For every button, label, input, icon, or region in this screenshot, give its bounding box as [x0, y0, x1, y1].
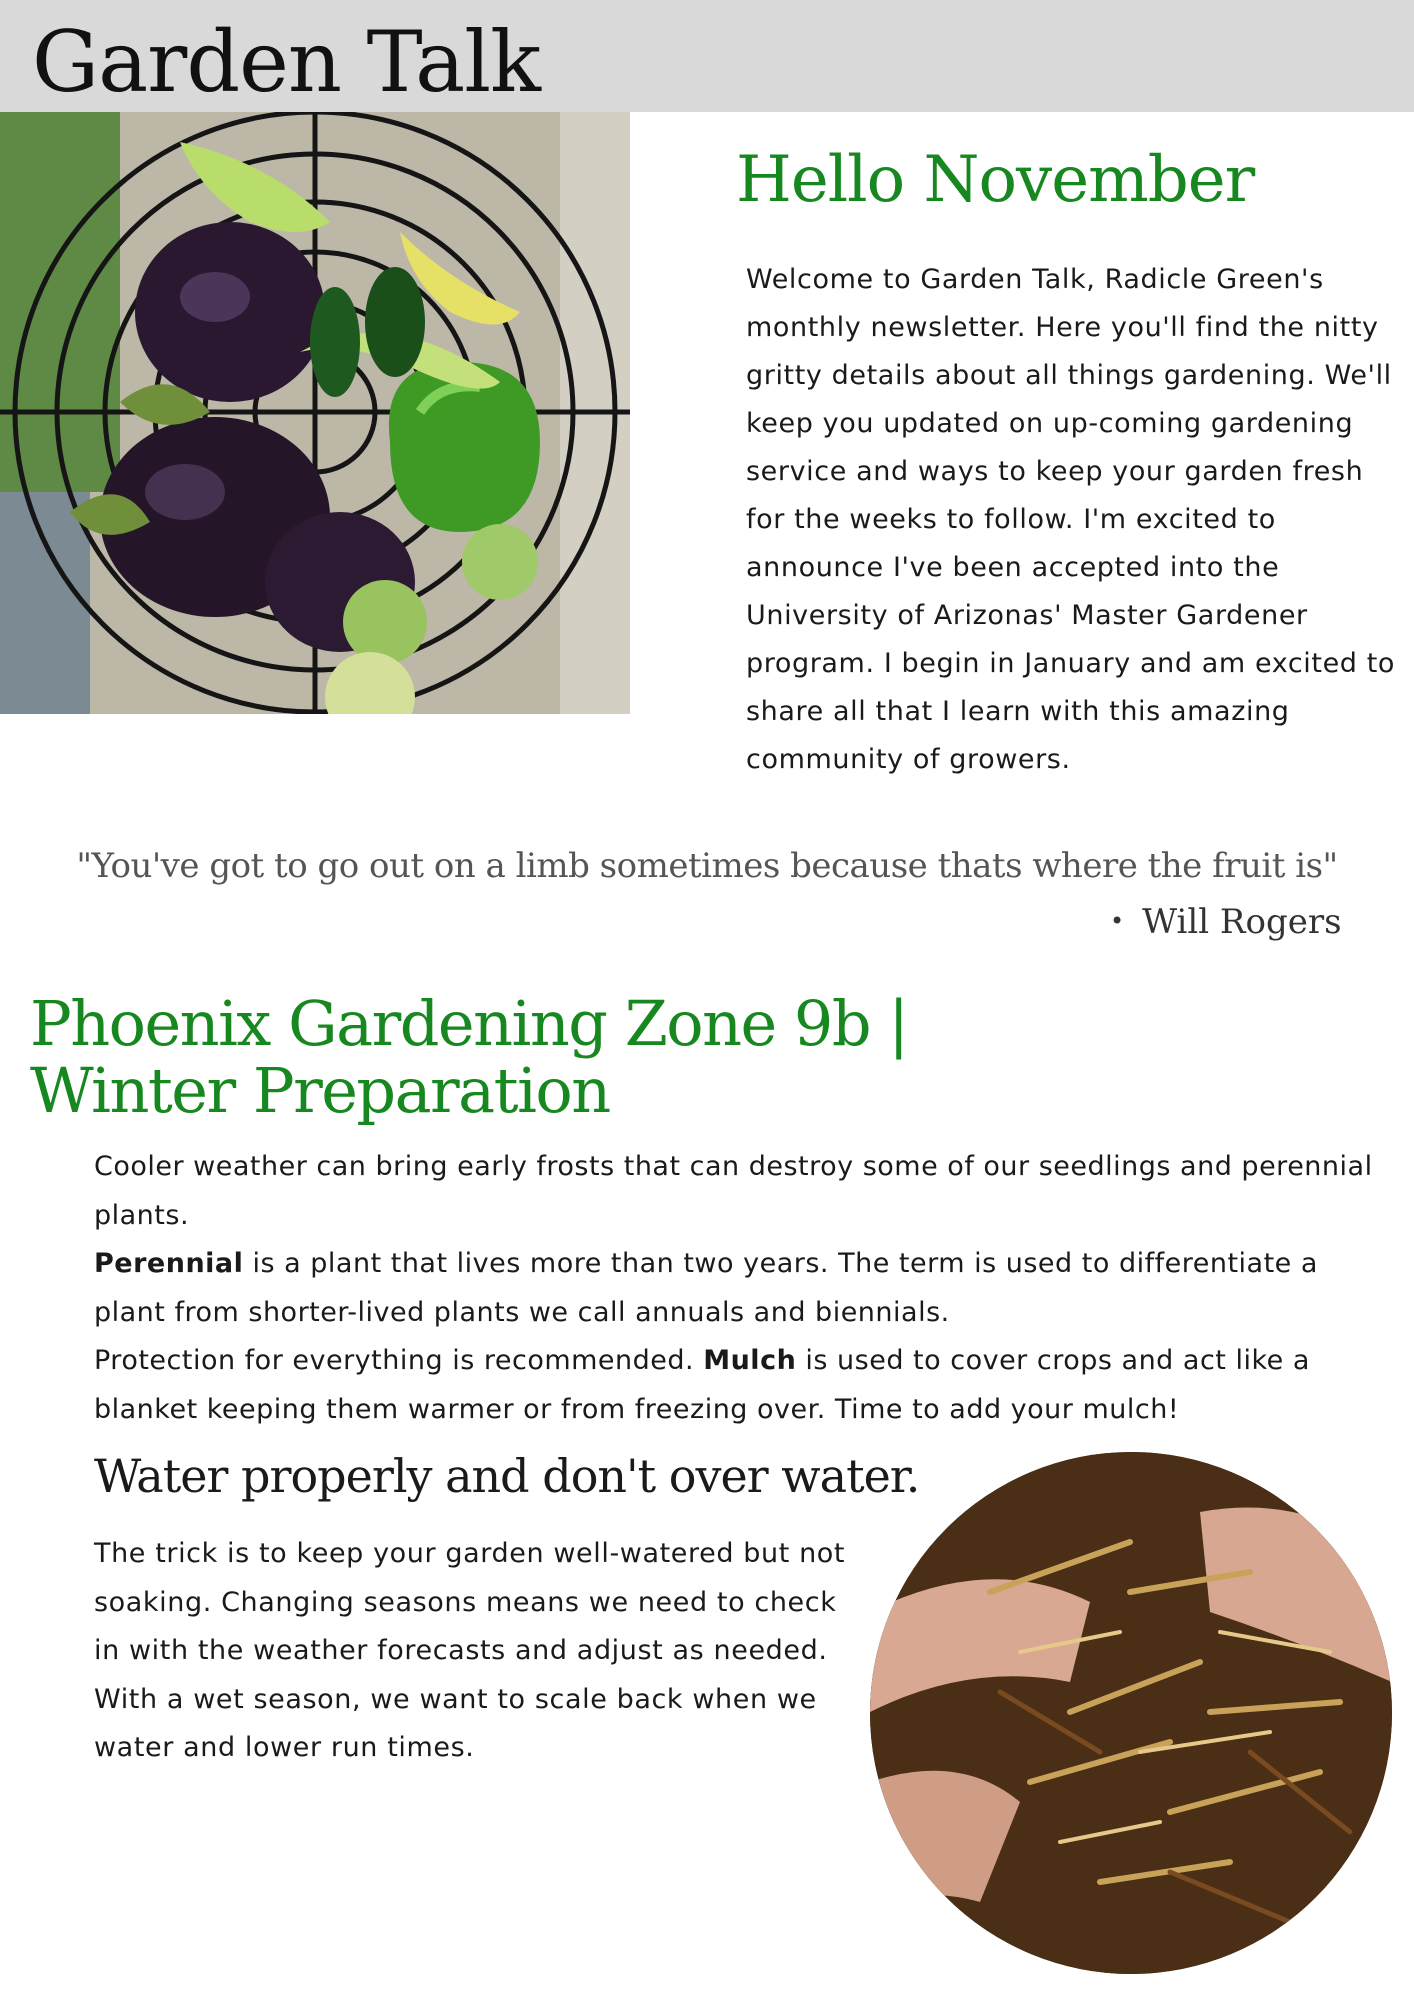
mulch-definition: is used to cover crops and act like a blanket keeping them warmer or from freezing over. Time to add your mulch! — [94, 1345, 1310, 1425]
water-body: The trick is to keep your garden well-watered but not soaking. Changing seasons means we need to check in with the weather forecasts and adjust as needed. With a wet season, we want to scale back when we water and lower run times. — [94, 1538, 846, 1763]
zone-title-line1: Phoenix Gardening Zone 9b | — [30, 987, 908, 1060]
perennial-term: Perennial — [94, 1248, 244, 1279]
protection-text: Protection for everything is recommended. — [94, 1345, 704, 1376]
zone-body — [94, 1143, 1374, 1434]
quote-author-name: Will Rogers — [1142, 902, 1342, 942]
zone-title — [30, 987, 1030, 1127]
mulch-term: Mulch — [703, 1345, 797, 1376]
zone-paragraph-1: Cooler weather can bring early frosts that can destroy some of our seedlings and perennial plants. — [94, 1151, 1373, 1231]
mulch-hands-photo — [870, 1452, 1392, 1974]
perennial-definition: is a plant that lives more than two years. The term is used to differentiate a plant from shorter-lived plants we call annuals and biennials. — [94, 1248, 1318, 1328]
intro-title: Hello November — [736, 143, 1255, 217]
quote-text: "You've got to go out on a limb sometimes because thats where the fruit is" — [76, 846, 1338, 886]
water-title: Water properly and don't over water. — [94, 1449, 920, 1503]
quote-author — [1110, 897, 1342, 946]
zone-paragraph-3 — [94, 1337, 1374, 1434]
bullet-icon: • — [1110, 907, 1125, 935]
zone-title-line2: Winter Preparation — [30, 1054, 610, 1127]
vegetable-basket-photo — [0, 112, 630, 714]
zone-paragraph-2 — [94, 1240, 1374, 1337]
masthead-title: Garden Talk — [32, 13, 540, 111]
intro-body: Welcome to Garden Talk, Radicle Green's monthly newsletter. Here you'll find the nitty gritty details about all things gardening. We'll keep you updated on up-coming gardening service and ways to keep your garden fresh for the weeks to follow. I'm excited to announce I've been accepted into the University of Arizonas' Master Gardener program. I begin in January and am excited to share all that I learn with this amazing community of growers. — [746, 264, 1396, 775]
